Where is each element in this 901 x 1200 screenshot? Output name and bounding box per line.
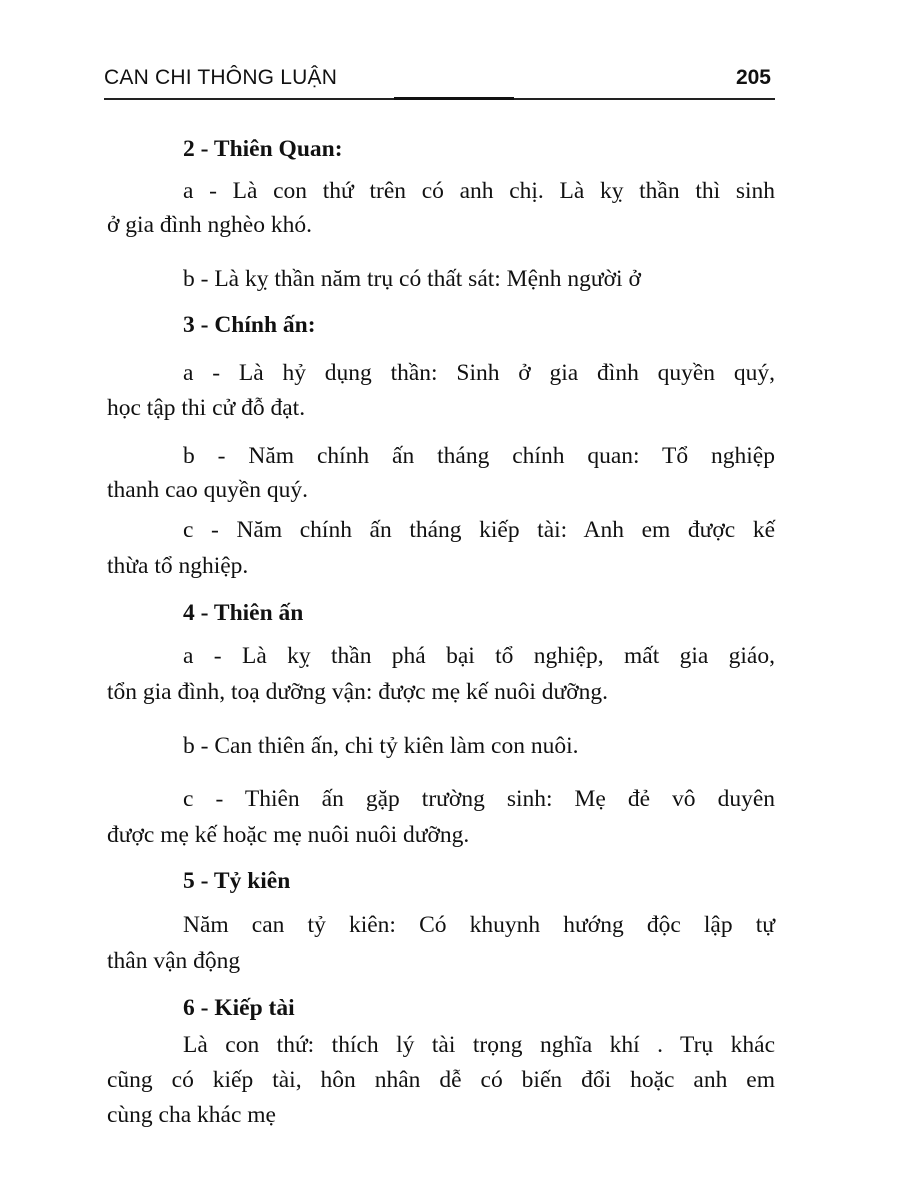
header-rule (104, 98, 775, 100)
paragraph-line: học tập thi cử đỗ đạt. (107, 395, 306, 421)
section-heading-thien-quan: 2 - Thiên Quan: (183, 136, 343, 162)
page-number: 205 (735, 66, 771, 89)
paragraph-line: Năm can tỷ kiên: Có khuynh hướng độc lập tự (183, 912, 775, 938)
paragraph-line: ở gia đình nghèo khó. (107, 212, 312, 238)
paragraph-line: b - Can thiên ấn, chi tỷ kiên làm con nuôi. (183, 733, 579, 759)
section-heading-thien-an: 4 - Thiên ấn (183, 600, 304, 626)
paragraph-line: thanh cao quyền quý. (107, 477, 309, 503)
paragraph-line: cũng có kiếp tài, hôn nhân dễ có biến đổi hoặc anh em (107, 1067, 775, 1093)
paragraph-line: thừa tổ nghiệp. (107, 553, 249, 579)
section-heading-kiep-tai: 6 - Kiếp tài (183, 995, 295, 1021)
paragraph-line: a - Là con thứ trên có anh chị. Là kỵ thần thì sinh (183, 178, 775, 204)
paragraph-line: tổn gia đình, toạ dưỡng vận: được mẹ kế nuôi dưỡng. (107, 679, 609, 705)
section-heading-ty-kien: 5 - Tỷ kiên (183, 868, 291, 894)
paragraph-line: thân vận động (107, 948, 241, 974)
paragraph-line: cùng cha khác mẹ (107, 1102, 276, 1128)
paragraph-line: a - Là hỷ dụng thần: Sinh ở gia đình quyền quý, (183, 360, 775, 386)
paragraph-line: được mẹ kế hoặc mẹ nuôi nuôi dưỡng. (107, 822, 470, 848)
paragraph-line: c - Năm chính ấn tháng kiếp tài: Anh em được kế (183, 517, 775, 543)
header-rule-thick-segment (394, 97, 514, 100)
paragraph-line: Là con thứ: thích lý tài trọng nghĩa khí . Trụ khác (183, 1032, 775, 1058)
section-heading-chinh-an: 3 - Chính ấn: (183, 312, 316, 338)
running-header (104, 66, 775, 98)
paragraph-line: c - Thiên ấn gặp trường sinh: Mẹ đẻ vô duyên (183, 786, 775, 812)
paragraph-line: b - Là kỵ thần năm trụ có thất sát: Mệnh người ở (183, 266, 641, 292)
running-title: CAN CHI THÔNG LUẬN (104, 66, 338, 89)
paragraph-line: a - Là kỵ thần phá bại tổ nghiệp, mất gia giáo, (183, 643, 775, 669)
paragraph-line: b - Năm chính ấn tháng chính quan: Tổ nghiệp (183, 443, 775, 469)
